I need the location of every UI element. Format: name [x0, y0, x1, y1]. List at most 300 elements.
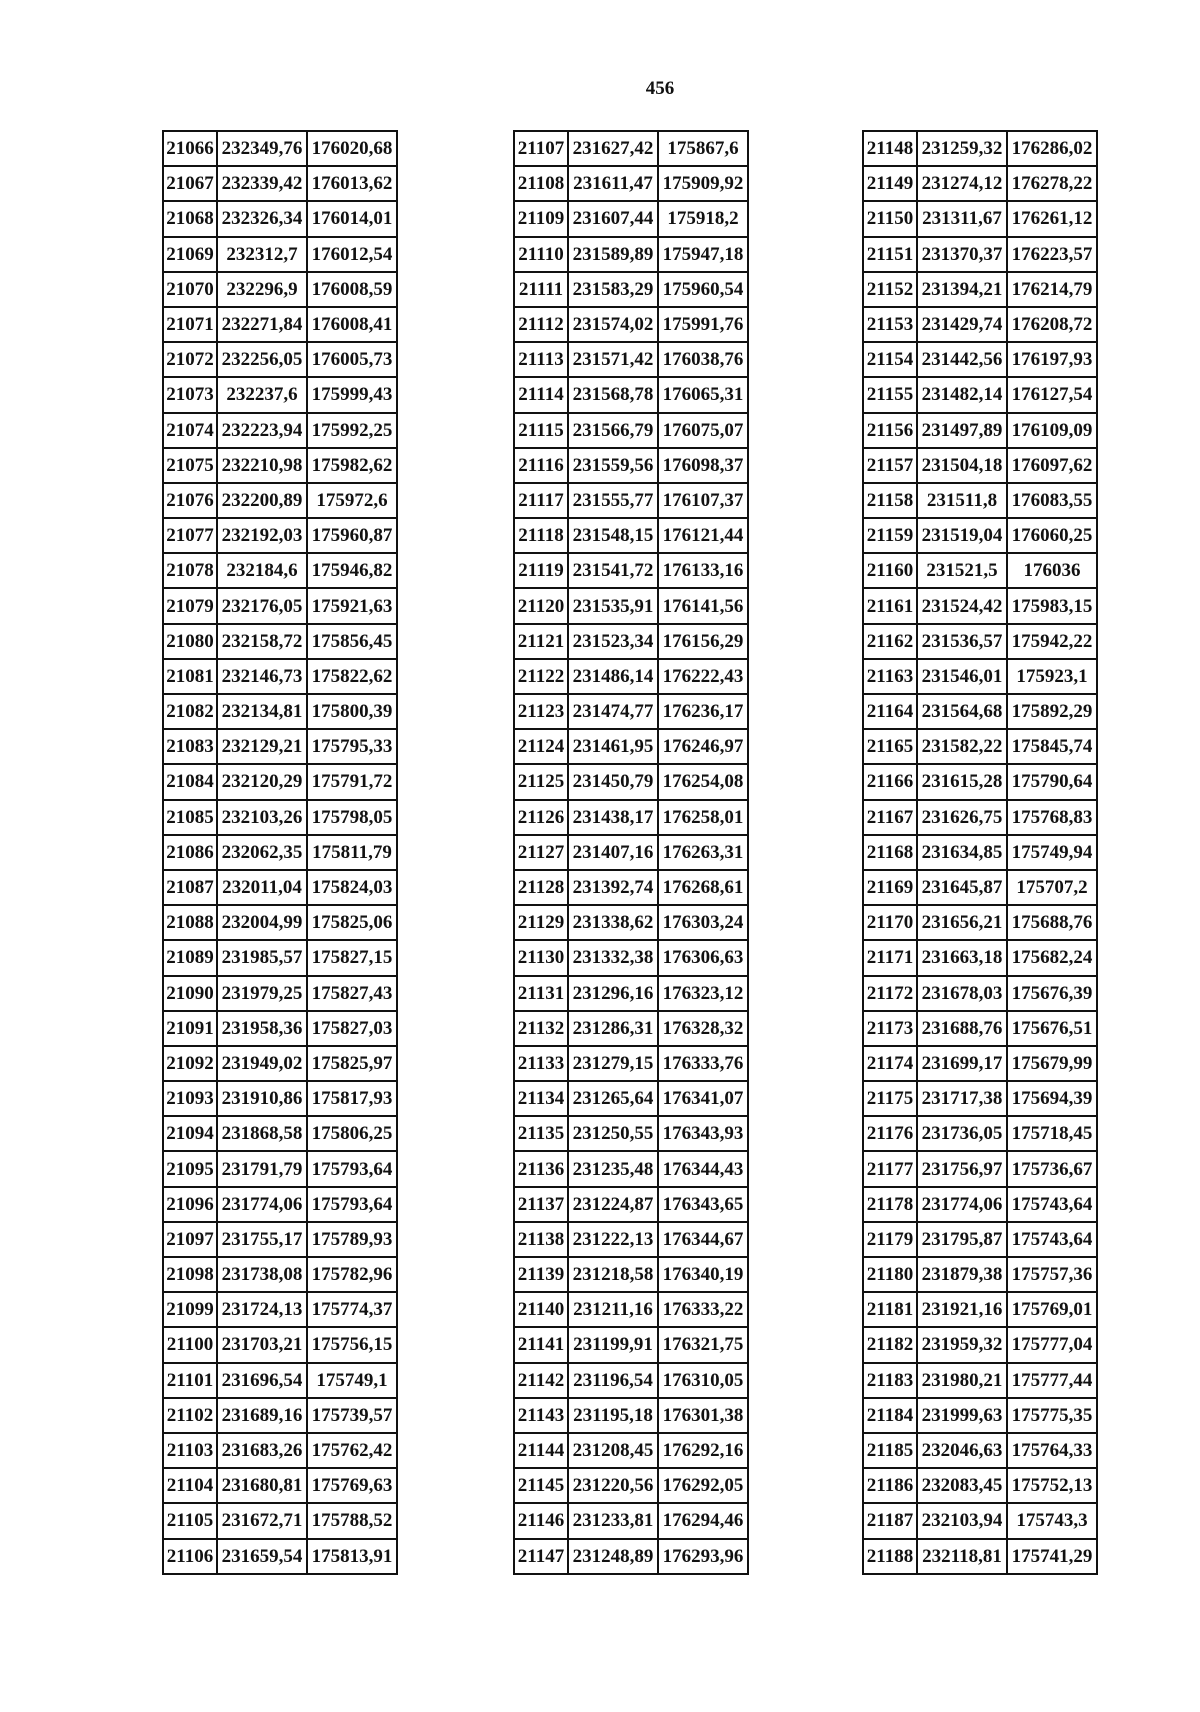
coord-y-cell: 176097,62 [1007, 448, 1097, 483]
coord-y-cell: 175790,64 [1007, 764, 1097, 799]
table-row [863, 976, 1097, 1011]
coord-y-cell: 175813,91 [307, 1539, 397, 1574]
coord-y-cell: 175946,82 [307, 553, 397, 588]
table-row [514, 1151, 748, 1186]
coord-x-cell: 231286,31 [568, 1011, 658, 1046]
table-row [163, 518, 397, 553]
table-row [163, 1398, 397, 1433]
coord-x-cell: 231689,16 [217, 1398, 307, 1433]
coord-x-cell: 231332,38 [568, 940, 658, 975]
coord-y-cell: 176208,72 [1007, 307, 1097, 342]
table-row [163, 800, 397, 835]
table-row [163, 1503, 397, 1538]
coord-x-cell: 231999,63 [917, 1398, 1007, 1433]
coord-x-cell: 231370,37 [917, 237, 1007, 272]
point-id-cell: 21186 [863, 1468, 917, 1503]
coordinate-table-1 [162, 130, 398, 1575]
point-id-cell: 21148 [863, 131, 917, 166]
coord-y-cell: 175743,64 [1007, 1187, 1097, 1222]
coord-y-cell: 176008,59 [307, 272, 397, 307]
coord-x-cell: 231688,76 [917, 1011, 1007, 1046]
coord-y-cell: 175795,33 [307, 729, 397, 764]
coord-x-cell: 231559,56 [568, 448, 658, 483]
coord-x-cell: 231450,79 [568, 764, 658, 799]
point-id-cell: 21172 [863, 976, 917, 1011]
coord-y-cell: 176333,76 [658, 1046, 748, 1081]
point-id-cell: 21182 [863, 1327, 917, 1362]
coord-y-cell: 176038,76 [658, 342, 748, 377]
point-id-cell: 21141 [514, 1327, 568, 1362]
table-row [514, 1468, 748, 1503]
coord-x-cell: 231220,56 [568, 1468, 658, 1503]
coord-y-cell: 176343,65 [658, 1187, 748, 1222]
coord-y-cell: 176141,56 [658, 588, 748, 623]
coord-y-cell: 176246,97 [658, 729, 748, 764]
coord-y-cell: 175947,18 [658, 237, 748, 272]
table-row [863, 905, 1097, 940]
point-id-cell: 21121 [514, 624, 568, 659]
table-row [163, 1292, 397, 1327]
coord-x-cell: 231949,02 [217, 1046, 307, 1081]
point-id-cell: 21128 [514, 870, 568, 905]
coord-x-cell: 231196,54 [568, 1363, 658, 1398]
point-id-cell: 21106 [163, 1539, 217, 1574]
point-id-cell: 21130 [514, 940, 568, 975]
point-id-cell: 21102 [163, 1398, 217, 1433]
coord-y-cell: 176121,44 [658, 518, 748, 553]
coord-y-cell: 175789,93 [307, 1222, 397, 1257]
table-row [514, 694, 748, 729]
coord-y-cell: 175757,36 [1007, 1257, 1097, 1292]
coord-x-cell: 232103,26 [217, 800, 307, 835]
coord-x-cell: 231756,97 [917, 1151, 1007, 1186]
table-row [863, 1116, 1097, 1151]
table-row [863, 870, 1097, 905]
coord-y-cell: 176261,12 [1007, 201, 1097, 236]
coord-y-cell: 176268,61 [658, 870, 748, 905]
table-row [514, 377, 748, 412]
point-id-cell: 21173 [863, 1011, 917, 1046]
table-row [514, 448, 748, 483]
coord-y-cell: 175822,62 [307, 659, 397, 694]
point-id-cell: 21108 [514, 166, 568, 201]
coord-x-cell: 231717,38 [917, 1081, 1007, 1116]
point-id-cell: 21103 [163, 1433, 217, 1468]
coord-y-cell: 176294,46 [658, 1503, 748, 1538]
coord-x-cell: 231541,72 [568, 553, 658, 588]
coord-y-cell: 175811,79 [307, 835, 397, 870]
point-id-cell: 21068 [163, 201, 217, 236]
coord-y-cell: 176060,25 [1007, 518, 1097, 553]
coord-x-cell: 231250,55 [568, 1116, 658, 1151]
coord-y-cell: 175909,92 [658, 166, 748, 201]
coord-y-cell: 175972,6 [307, 483, 397, 518]
coord-x-cell: 231519,04 [917, 518, 1007, 553]
table-row [863, 1398, 1097, 1433]
point-id-cell: 21115 [514, 413, 568, 448]
table-row [863, 131, 1097, 166]
point-id-cell: 21179 [863, 1222, 917, 1257]
point-id-cell: 21120 [514, 588, 568, 623]
point-id-cell: 21082 [163, 694, 217, 729]
table-body [163, 131, 397, 1574]
point-id-cell: 21124 [514, 729, 568, 764]
table-row [514, 483, 748, 518]
table-row [163, 413, 397, 448]
point-id-cell: 21184 [863, 1398, 917, 1433]
point-id-cell: 21168 [863, 835, 917, 870]
coord-x-cell: 231574,02 [568, 307, 658, 342]
point-id-cell: 21111 [514, 272, 568, 307]
table-row [514, 976, 748, 1011]
coord-x-cell: 232129,21 [217, 729, 307, 764]
point-id-cell: 21091 [163, 1011, 217, 1046]
table-row [514, 659, 748, 694]
point-id-cell: 21144 [514, 1433, 568, 1468]
point-id-cell: 21104 [163, 1468, 217, 1503]
coord-x-cell: 231678,03 [917, 976, 1007, 1011]
coord-y-cell: 175867,6 [658, 131, 748, 166]
coord-y-cell: 175676,51 [1007, 1011, 1097, 1046]
point-id-cell: 21150 [863, 201, 917, 236]
table-row [514, 1187, 748, 1222]
table-row [163, 237, 397, 272]
point-id-cell: 21071 [163, 307, 217, 342]
table-row [163, 1363, 397, 1398]
coord-x-cell: 231589,89 [568, 237, 658, 272]
table-row [514, 905, 748, 940]
coord-x-cell: 231521,5 [917, 553, 1007, 588]
coord-x-cell: 231571,42 [568, 342, 658, 377]
coord-y-cell: 175788,52 [307, 1503, 397, 1538]
coord-x-cell: 231259,32 [917, 131, 1007, 166]
coord-y-cell: 175793,64 [307, 1151, 397, 1186]
coord-y-cell: 176323,12 [658, 976, 748, 1011]
coord-x-cell: 232004,99 [217, 905, 307, 940]
coord-x-cell: 231663,18 [917, 940, 1007, 975]
coord-x-cell: 231482,14 [917, 377, 1007, 412]
table-row [514, 1011, 748, 1046]
table-row [514, 1292, 748, 1327]
coord-y-cell: 175824,03 [307, 870, 397, 905]
point-id-cell: 21178 [863, 1187, 917, 1222]
coord-x-cell: 232011,04 [217, 870, 307, 905]
table-row [163, 1222, 397, 1257]
point-id-cell: 21112 [514, 307, 568, 342]
table-row [863, 377, 1097, 412]
coord-y-cell: 176306,63 [658, 940, 748, 975]
coord-y-cell: 175739,57 [307, 1398, 397, 1433]
coord-y-cell: 176258,01 [658, 800, 748, 835]
table-row [863, 1222, 1097, 1257]
coord-x-cell: 231736,05 [917, 1116, 1007, 1151]
table-row [863, 342, 1097, 377]
coord-x-cell: 231265,64 [568, 1081, 658, 1116]
coord-x-cell: 231656,21 [917, 905, 1007, 940]
coord-x-cell: 231607,44 [568, 201, 658, 236]
coord-y-cell: 175827,03 [307, 1011, 397, 1046]
point-id-cell: 21161 [863, 588, 917, 623]
coord-y-cell: 175769,01 [1007, 1292, 1097, 1327]
point-id-cell: 21125 [514, 764, 568, 799]
coord-y-cell: 176083,55 [1007, 483, 1097, 518]
point-id-cell: 21070 [163, 272, 217, 307]
point-id-cell: 21067 [163, 166, 217, 201]
table-row [863, 1327, 1097, 1362]
point-id-cell: 21088 [163, 905, 217, 940]
point-id-cell: 21153 [863, 307, 917, 342]
coord-y-cell: 175856,45 [307, 624, 397, 659]
point-id-cell: 21134 [514, 1081, 568, 1116]
table-row [163, 377, 397, 412]
coord-x-cell: 231774,06 [217, 1187, 307, 1222]
point-id-cell: 21085 [163, 800, 217, 835]
point-id-cell: 21109 [514, 201, 568, 236]
table-row [863, 1011, 1097, 1046]
table-row [163, 201, 397, 236]
coord-y-cell: 175806,25 [307, 1116, 397, 1151]
coord-y-cell: 175982,62 [307, 448, 397, 483]
coord-x-cell: 231645,87 [917, 870, 1007, 905]
coord-x-cell: 231497,89 [917, 413, 1007, 448]
point-id-cell: 21154 [863, 342, 917, 377]
point-id-cell: 21147 [514, 1539, 568, 1574]
coord-y-cell: 176310,05 [658, 1363, 748, 1398]
coord-x-cell: 231438,17 [568, 800, 658, 835]
point-id-cell: 21135 [514, 1116, 568, 1151]
coord-y-cell: 176292,16 [658, 1433, 748, 1468]
coord-y-cell: 175827,43 [307, 976, 397, 1011]
table-row [863, 764, 1097, 799]
point-id-cell: 21163 [863, 659, 917, 694]
table-row [863, 940, 1097, 975]
coord-y-cell: 175718,45 [1007, 1116, 1097, 1151]
point-id-cell: 21072 [163, 342, 217, 377]
coord-x-cell: 231235,48 [568, 1151, 658, 1186]
point-id-cell: 21114 [514, 377, 568, 412]
coord-x-cell: 231296,16 [568, 976, 658, 1011]
point-id-cell: 21152 [863, 272, 917, 307]
coord-x-cell: 232062,35 [217, 835, 307, 870]
table-body [863, 131, 1097, 1574]
coord-y-cell: 176012,54 [307, 237, 397, 272]
coord-y-cell: 176301,38 [658, 1398, 748, 1433]
coord-x-cell: 231218,58 [568, 1257, 658, 1292]
table-row [514, 272, 748, 307]
coord-x-cell: 231683,26 [217, 1433, 307, 1468]
coord-x-cell: 232046,63 [917, 1433, 1007, 1468]
point-id-cell: 21107 [514, 131, 568, 166]
coord-y-cell: 175921,63 [307, 588, 397, 623]
coord-x-cell: 231442,56 [917, 342, 1007, 377]
coord-y-cell: 175960,54 [658, 272, 748, 307]
table-row [514, 553, 748, 588]
page-number: 456 [645, 78, 675, 99]
coord-x-cell: 232326,34 [217, 201, 307, 236]
coord-x-cell: 231611,47 [568, 166, 658, 201]
point-id-cell: 21170 [863, 905, 917, 940]
point-id-cell: 21132 [514, 1011, 568, 1046]
coord-x-cell: 232237,6 [217, 377, 307, 412]
table-row [163, 342, 397, 377]
coord-y-cell: 175777,04 [1007, 1327, 1097, 1362]
coord-x-cell: 232176,05 [217, 588, 307, 623]
table-row [163, 905, 397, 940]
point-id-cell: 21175 [863, 1081, 917, 1116]
point-id-cell: 21142 [514, 1363, 568, 1398]
coord-x-cell: 231774,06 [917, 1187, 1007, 1222]
coord-y-cell: 176008,41 [307, 307, 397, 342]
point-id-cell: 21083 [163, 729, 217, 764]
coord-y-cell: 176263,31 [658, 835, 748, 870]
table-row [863, 201, 1097, 236]
point-id-cell: 21149 [863, 166, 917, 201]
table-row [863, 1433, 1097, 1468]
point-id-cell: 21097 [163, 1222, 217, 1257]
coord-x-cell: 231523,34 [568, 624, 658, 659]
coord-x-cell: 231555,77 [568, 483, 658, 518]
table-row [514, 201, 748, 236]
coord-x-cell: 231910,86 [217, 1081, 307, 1116]
point-id-cell: 21078 [163, 553, 217, 588]
table-row [863, 1292, 1097, 1327]
coord-x-cell: 231627,42 [568, 131, 658, 166]
table-row [863, 1503, 1097, 1538]
point-id-cell: 21138 [514, 1222, 568, 1257]
point-id-cell: 21174 [863, 1046, 917, 1081]
point-id-cell: 21140 [514, 1292, 568, 1327]
point-id-cell: 21093 [163, 1081, 217, 1116]
coord-y-cell: 176036 [1007, 553, 1097, 588]
table-row [163, 835, 397, 870]
coord-x-cell: 231680,81 [217, 1468, 307, 1503]
coord-x-cell: 231199,91 [568, 1327, 658, 1362]
coord-x-cell: 232210,98 [217, 448, 307, 483]
coord-x-cell: 232146,73 [217, 659, 307, 694]
point-id-cell: 21066 [163, 131, 217, 166]
table-row [863, 1363, 1097, 1398]
coord-x-cell: 231338,62 [568, 905, 658, 940]
coord-y-cell: 176344,67 [658, 1222, 748, 1257]
coord-y-cell: 176344,43 [658, 1151, 748, 1186]
point-id-cell: 21166 [863, 764, 917, 799]
coord-y-cell: 175694,39 [1007, 1081, 1097, 1116]
point-id-cell: 21087 [163, 870, 217, 905]
table-row [863, 1151, 1097, 1186]
point-id-cell: 21113 [514, 342, 568, 377]
point-id-cell: 21096 [163, 1187, 217, 1222]
coord-x-cell: 231248,89 [568, 1539, 658, 1574]
coord-y-cell: 176065,31 [658, 377, 748, 412]
table-row [163, 1257, 397, 1292]
point-id-cell: 21162 [863, 624, 917, 659]
coord-y-cell: 175752,13 [1007, 1468, 1097, 1503]
coord-x-cell: 231429,74 [917, 307, 1007, 342]
coord-x-cell: 232184,6 [217, 553, 307, 588]
coord-y-cell: 175769,63 [307, 1468, 397, 1503]
coord-x-cell: 232312,7 [217, 237, 307, 272]
point-id-cell: 21119 [514, 553, 568, 588]
coord-y-cell: 175774,37 [307, 1292, 397, 1327]
point-id-cell: 21101 [163, 1363, 217, 1398]
table-row [514, 1398, 748, 1433]
coord-x-cell: 231535,91 [568, 588, 658, 623]
table-row [514, 1327, 748, 1362]
table-row [863, 800, 1097, 835]
coord-x-cell: 231985,57 [217, 940, 307, 975]
point-id-cell: 21171 [863, 940, 917, 975]
coord-y-cell: 176222,43 [658, 659, 748, 694]
table-row [514, 131, 748, 166]
coord-x-cell: 231979,25 [217, 976, 307, 1011]
table-row [514, 940, 748, 975]
table-row [163, 553, 397, 588]
table-row [514, 1363, 748, 1398]
point-id-cell: 21110 [514, 237, 568, 272]
point-id-cell: 21137 [514, 1187, 568, 1222]
point-id-cell: 21145 [514, 1468, 568, 1503]
coord-x-cell: 231724,13 [217, 1292, 307, 1327]
coord-x-cell: 232192,03 [217, 518, 307, 553]
table-row [514, 1433, 748, 1468]
coord-y-cell: 176005,73 [307, 342, 397, 377]
coord-x-cell: 231474,77 [568, 694, 658, 729]
table-row [863, 237, 1097, 272]
coord-y-cell: 175800,39 [307, 694, 397, 729]
coord-x-cell: 231626,75 [917, 800, 1007, 835]
table-row [863, 1046, 1097, 1081]
table-row [863, 624, 1097, 659]
coord-y-cell: 175960,87 [307, 518, 397, 553]
coord-y-cell: 176293,96 [658, 1539, 748, 1574]
coord-x-cell: 231738,08 [217, 1257, 307, 1292]
point-id-cell: 21073 [163, 377, 217, 412]
coord-y-cell: 175892,29 [1007, 694, 1097, 729]
coord-x-cell: 231524,42 [917, 588, 1007, 623]
point-id-cell: 21117 [514, 483, 568, 518]
table-row [163, 307, 397, 342]
table-row [863, 307, 1097, 342]
point-id-cell: 21185 [863, 1433, 917, 1468]
point-id-cell: 21080 [163, 624, 217, 659]
table-row [163, 1468, 397, 1503]
table-row [514, 870, 748, 905]
table-row [163, 1011, 397, 1046]
coord-y-cell: 175798,05 [307, 800, 397, 835]
table-row [514, 413, 748, 448]
coord-x-cell: 231233,81 [568, 1503, 658, 1538]
point-id-cell: 21094 [163, 1116, 217, 1151]
point-id-cell: 21084 [163, 764, 217, 799]
point-id-cell: 21167 [863, 800, 917, 835]
coord-y-cell: 175762,42 [307, 1433, 397, 1468]
point-id-cell: 21136 [514, 1151, 568, 1186]
coord-x-cell: 231659,54 [217, 1539, 307, 1574]
coord-y-cell: 176254,08 [658, 764, 748, 799]
table-row [163, 131, 397, 166]
coord-x-cell: 232083,45 [917, 1468, 1007, 1503]
coord-y-cell: 175782,96 [307, 1257, 397, 1292]
coord-y-cell: 175756,15 [307, 1327, 397, 1362]
coord-y-cell: 175676,39 [1007, 976, 1097, 1011]
coord-y-cell: 175743,64 [1007, 1222, 1097, 1257]
table-row [863, 588, 1097, 623]
table-row [863, 448, 1097, 483]
coord-y-cell: 175827,15 [307, 940, 397, 975]
point-id-cell: 21099 [163, 1292, 217, 1327]
coord-y-cell: 175764,33 [1007, 1433, 1097, 1468]
table-row [514, 800, 748, 835]
